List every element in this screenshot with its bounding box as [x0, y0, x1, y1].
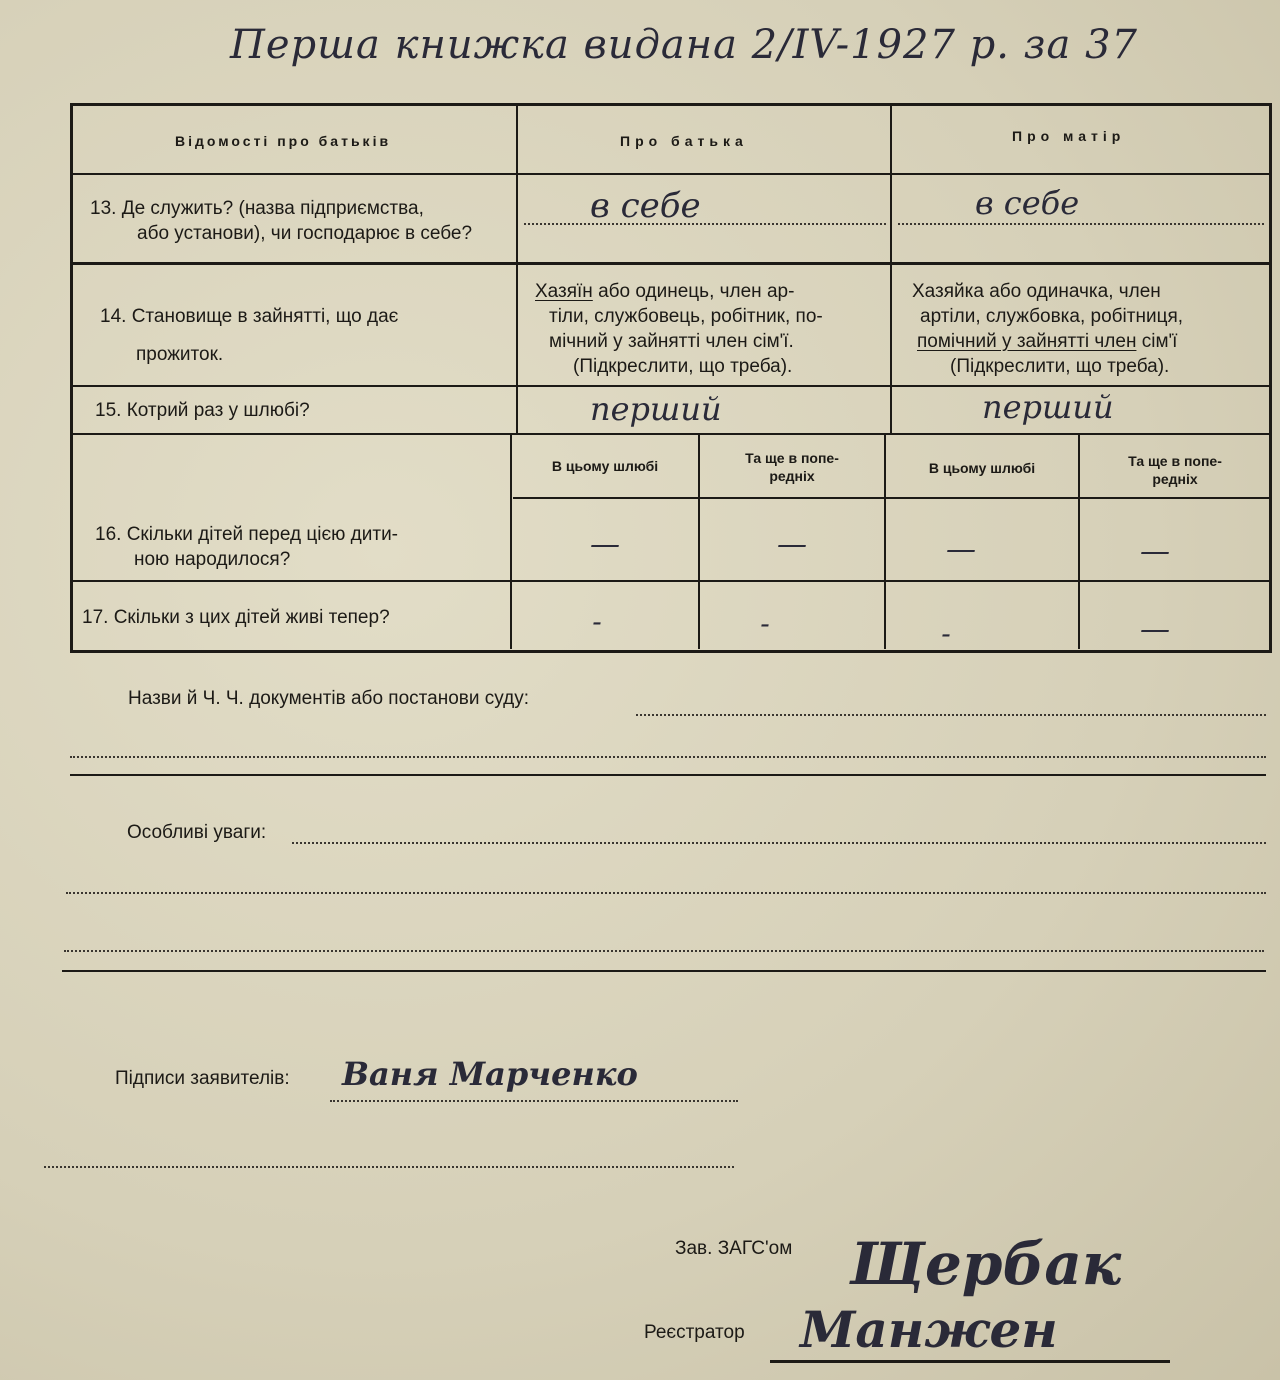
q17-mother-this-value: -	[941, 617, 951, 650]
registrar-signature: Манжен	[800, 1300, 1058, 1359]
q16-father-prev-line2: редніх	[769, 468, 815, 484]
q14-number: 14.	[100, 306, 127, 327]
documents-label: Назви й Ч. Ч. документів або постанови суду:	[128, 688, 529, 709]
applicant-signature: Ваня Марченко	[342, 1055, 638, 1093]
q16-father-this-value: —	[590, 527, 620, 562]
q13-label-line1: Де служить? (назва підприємства,	[121, 198, 424, 219]
q16-mother-prev-header	[1080, 452, 1270, 488]
q14-mother-line4: (Підкреслити, що треба).	[950, 356, 1170, 377]
q17-father-prev-value: -	[760, 607, 770, 640]
q13-father-answer: в себе	[590, 186, 701, 226]
signatures-label: Підписи заявителів:	[115, 1068, 290, 1089]
q16-label-line2: ною народилося?	[134, 549, 291, 570]
q13-mother-answer: в себе	[975, 184, 1080, 222]
q14-father-line3: мічний у зайнятті член сім'ї.	[549, 331, 794, 352]
q14-label-line1: Становище в зайнятті, що дає	[131, 306, 399, 327]
header-note: Перша книжка видана 2/IV-1927 р. за 37	[230, 22, 1138, 68]
q16-mother-prev-value: —	[1140, 534, 1170, 569]
q14-mother-line2: артіли, службовка, робітниця,	[920, 306, 1184, 327]
registrar-label: Реєстратор	[644, 1322, 745, 1343]
q16-mother-this-header: В цьому шлюбі	[928, 460, 1036, 476]
q14-father-line2: тіли, службовець, робітник, по-	[549, 306, 823, 327]
q14-mother-options	[912, 279, 1262, 379]
q17-number: 17.	[82, 607, 109, 628]
q16-label-line1: Скільки дітей перед цією дити-	[126, 524, 399, 545]
q13-label-line2: або установи), чи господарює в себе?	[137, 223, 473, 244]
q14-mother-selected: помічний у зайнятті член	[917, 331, 1137, 352]
q15-number: 15.	[95, 400, 122, 421]
head-signature: Щербак	[850, 1230, 1122, 1298]
q14-father-line4: (Підкреслити, що треба).	[573, 356, 793, 377]
q15-label	[95, 398, 310, 423]
q16-number: 16.	[95, 524, 122, 545]
q15-label-text: Котрий раз у шлюбі?	[126, 400, 310, 421]
q16-label	[95, 522, 398, 572]
q16-father-prev-line1: Та ще в попе-	[745, 450, 839, 466]
q13-label	[90, 196, 472, 246]
q17-label	[82, 605, 390, 630]
q14-father-line1: або одинець, член ар-	[592, 281, 795, 302]
q15-mother-answer: перший	[982, 388, 1114, 426]
q14-mother-line1: Хазяйка або одиначка, член	[912, 281, 1161, 302]
q16-mother-prev-line2: редніх	[1152, 471, 1198, 487]
q14-label	[100, 298, 398, 374]
q14-father-selected: Хазяїн	[535, 281, 593, 302]
q17-label-text: Скільки з цих дітей живі тепер?	[113, 607, 390, 628]
q17-mother-prev-value: —	[1140, 612, 1170, 647]
q14-label-line2: прожиток.	[136, 344, 224, 365]
q16-father-prev-header	[700, 449, 884, 485]
q14-mother-line3: сім'ї	[1136, 331, 1178, 352]
q17-father-this-value: -	[592, 605, 602, 638]
q16-mother-this-value: —	[946, 532, 976, 567]
q14-father-options	[535, 279, 880, 379]
col-header-info: Відомості про батьків	[175, 133, 392, 149]
remarks-label: Особливі уваги:	[127, 822, 267, 843]
col-header-father: Про батька	[620, 133, 748, 149]
q15-father-answer: перший	[590, 390, 722, 428]
q16-father-prev-value: —	[777, 527, 807, 562]
col-header-mother: Про матір	[1012, 128, 1126, 144]
head-label: Зав. ЗАГС'ом	[675, 1238, 793, 1259]
q13-number: 13.	[90, 198, 117, 219]
q16-mother-prev-line1: Та ще в попе-	[1128, 453, 1222, 469]
q16-father-this-header: В цьому шлюбі	[551, 458, 659, 474]
